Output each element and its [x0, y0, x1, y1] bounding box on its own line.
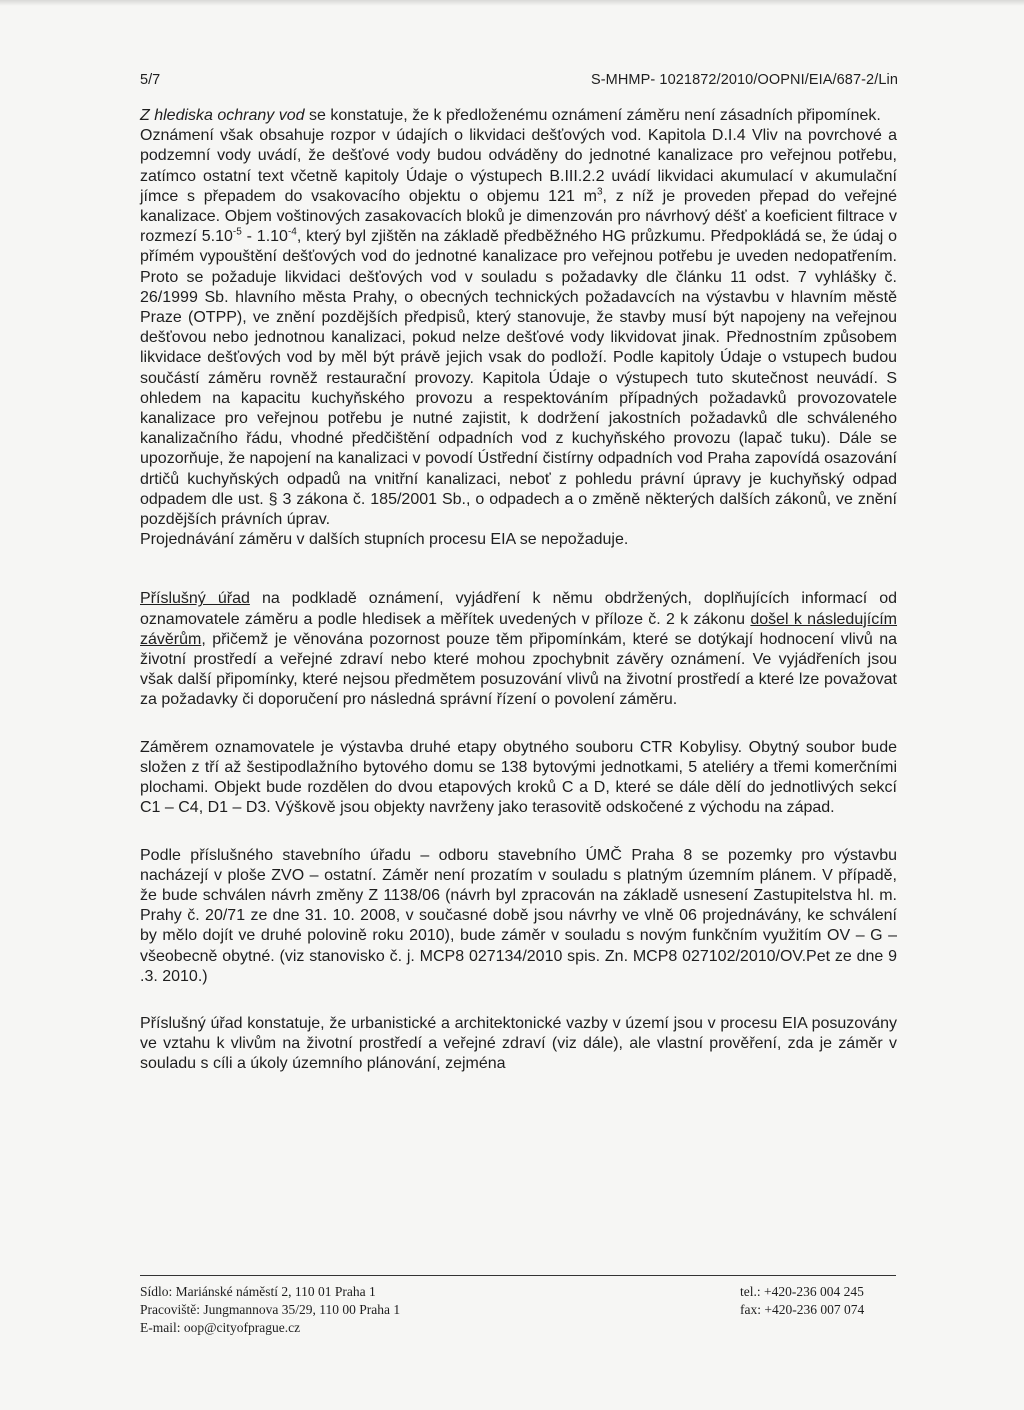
spacer [140, 819, 897, 846]
footer-workplace: Pracoviště: Jungmannova 35/29, 110 00 Praha 1 [140, 1302, 401, 1317]
superscript: -4 [287, 226, 297, 238]
page-top-edge [0, 0, 1024, 6]
paragraph-text: , z níž je proveden přepad do veřejné kanalizace. Objem voštinových zasakovacích bloků je dimenzován pro návrhový déšť a koeficient filtrace v rozmezí 5.10 [140, 187, 897, 246]
paragraph-rainwater [140, 126, 897, 530]
footer-fax: fax: +420-236 007 074 [740, 1302, 865, 1317]
paragraph-text: na podkladě oznámení, vyjádření k němu obdržených, doplňujících informací od oznamovatele záměru a podle hledisek a měřítek uvedených v příloze č. 2 k zákonu [140, 590, 898, 628]
footer-phone: tel.: +420-236 004 245 [740, 1284, 864, 1299]
footer-contact-right [740, 1283, 864, 1319]
page-header [140, 70, 898, 90]
paragraph-text: se konstatuje, že k předloženému oznámení záměru není zásadních připomínek. [304, 107, 881, 124]
paragraph-eia-not-required: Projednávání záměru v dalších stupních procesu EIA se nepožaduje. [140, 531, 629, 549]
conclusions-underlined: došel k následujícím závěrům [140, 610, 898, 648]
footer-divider [140, 1275, 896, 1276]
footer-address: Sídlo: Mariánské náměstí 2, 110 01 Praha 1 [140, 1284, 376, 1299]
spacer [140, 711, 897, 738]
paragraph-project-intent: Záměrem oznamovatele je výstavba druhé etapy obytného souboru CTR Kobylisy. Obytný soubor bude složen z tří až šestipodlažního bytového domu se 138 bytovými jednotkami, 5 ateliéry a třemi komerčními plochami. Objekt bude rozdělen do dvou etapových kroků C a D, které se dále dělí do jednotlivých sekcí C1 – C4, D1 – D3. Výškově jsou objekty navrženy jako terasovitě odskočené z východu na západ. [140, 738, 897, 817]
document-body [140, 106, 897, 1075]
footer-email: E-mail: oop@cityofprague.cz [140, 1320, 301, 1335]
superscript: -5 [232, 226, 242, 238]
paragraph-text: , který byl zjištěn na základě předběžného HG průzkumu. Předpokládá se, že údaj o přímém vypouštění dešťových vod do jednotné kanalizace pro veřejnou potřebu je uveden nedopatřením. Proto se požaduje likvidaci dešťových vod v souladu s požadavky dle článku 11 odst. 7 vyhlášky č. 26/1999 Sb. hlavního města Prahy, o obecných technických požadavcích na výstavbu v hlavním městě Praze (OTPP), ve znění pozdějších předpisů, který stanovuje, že stavby musí být napojeny na veřejnou dešťovou nebo jednotnou kanalizaci, pokud nelze dešťové vody likvidovat jinak. Přednostním způsobem likvidace dešťových vod by měl být právě jejich vsak do podloží. Podle kapitoly Údaje o vstupech budou součástí záměru rovněž restaurační provozy. Kapitola Údaje o výstupech tuto skutečnost neuvádí. S ohledem na kapacitu kuchyňského provozu a respektováním případných požadavků provozovatele kanalizace pro veřejnou potřebu je nutné zajistit, k dodržení jakostních požadavků dle schváleného kanalizačního řádu, vhodné předčištění odpadních vod z kuchyňského provozu (lapač tuku). Dále se upozorňuje, že napojení na kanalizaci v povodí Ústřední čistírny odpadních vod Praha zapovídá osazování drtičů kuchyňských odpadů na vnitřní kanalizaci, neboť z pohledu právní úpravy je kuchyňský odpad odpadem dle ust. § 3 zákona č. 185/2001 Sb., o odpadech a o změně některých dalších zákonů, ve znění pozdějších právních úprav. [140, 228, 898, 529]
paragraph-water-protection [140, 106, 897, 126]
competent-authority-underlined: Příslušný úřad [140, 590, 250, 608]
paragraph-conclusions [140, 589, 897, 710]
paragraph-building-office: Podle příslušného stavebního úřadu – odboru stavebního ÚMČ Praha 8 se pozemky pro výstavbu nacházejí v ploše ZVO – ostatní. Záměr není prozatím v souladu s platným územním plánem. V případě, že bude schválen návrh změny Z 1138/06 (návrh byl zpracován na základě usnesení Zastupitelstva hl. m. Prahy č. 20/71 ze dne 31. 10. 2008, v současné době jsou návrhy ve vlně 06 projednávány, ke schválení by mělo dojít ve druhé polovině roku 2010), bude záměr v souladu s novým funkčním využitím OV – G – všeobecně obytné. (viz stanovisko č. j. MCP8 027134/2010 spis. Zn. MCP8 027102/2010/OV.Pet ze dne 9 .3. 2010.) [140, 846, 897, 985]
paragraph-text: Oznámení však obsahuje rozpor v údajích o likvidaci dešťových vod. Kapitola D.I.4 Vliv na povrchové a podzemní vody uvádí, že dešťové vody budou odváděny do jednotné kanalizace pro veřejnou potřebu, zatímco ostatní text včetně kapitoly Údaje o výstupech B.III.2.2 uvádí likvidaci akumulací v akumulační jímce s přepadem do vsakovacího objektu o objemu 121 m [140, 127, 897, 205]
document-reference: S-MHMP- 1021872/2010/OOPNI/EIA/687-2/Lin [590, 72, 898, 88]
water-protection-heading: Z hlediska ochrany vod [140, 107, 305, 124]
paragraph-text: , přičemž je věnována pozornost pouze těm připomínkám, které se dotýkají hodnocení vlivů na životní prostředí a veřejné zdraví nebo které mohou zpochybnit závěry oznámení. Ve vyjádřeních jsou však další připomínky, které nejsou předmětem posuzování vlivů na životní prostředí a které lze považovat za požadavky či doporučení pro následná správní řízení o povolení záměru. [140, 630, 897, 709]
spacer [140, 987, 897, 1014]
paragraph-urban-planning: Příslušný úřad konstatuje, že urbanistické a architektonické vazby v území jsou v procesu EIA posuzovány ve vztahu k vlivům na životní prostředí a veřejné zdraví (viz dále), ale vlastní prověření, zda je záměr v souladu s cíli a úkoly územního plánování, zejména [140, 1014, 897, 1073]
footer-contact-left [140, 1283, 400, 1337]
paragraph-text: - 1.10 [241, 228, 288, 246]
spacer [140, 550, 897, 589]
superscript: 3 [596, 186, 603, 198]
page-number: 5/7 [140, 72, 161, 88]
